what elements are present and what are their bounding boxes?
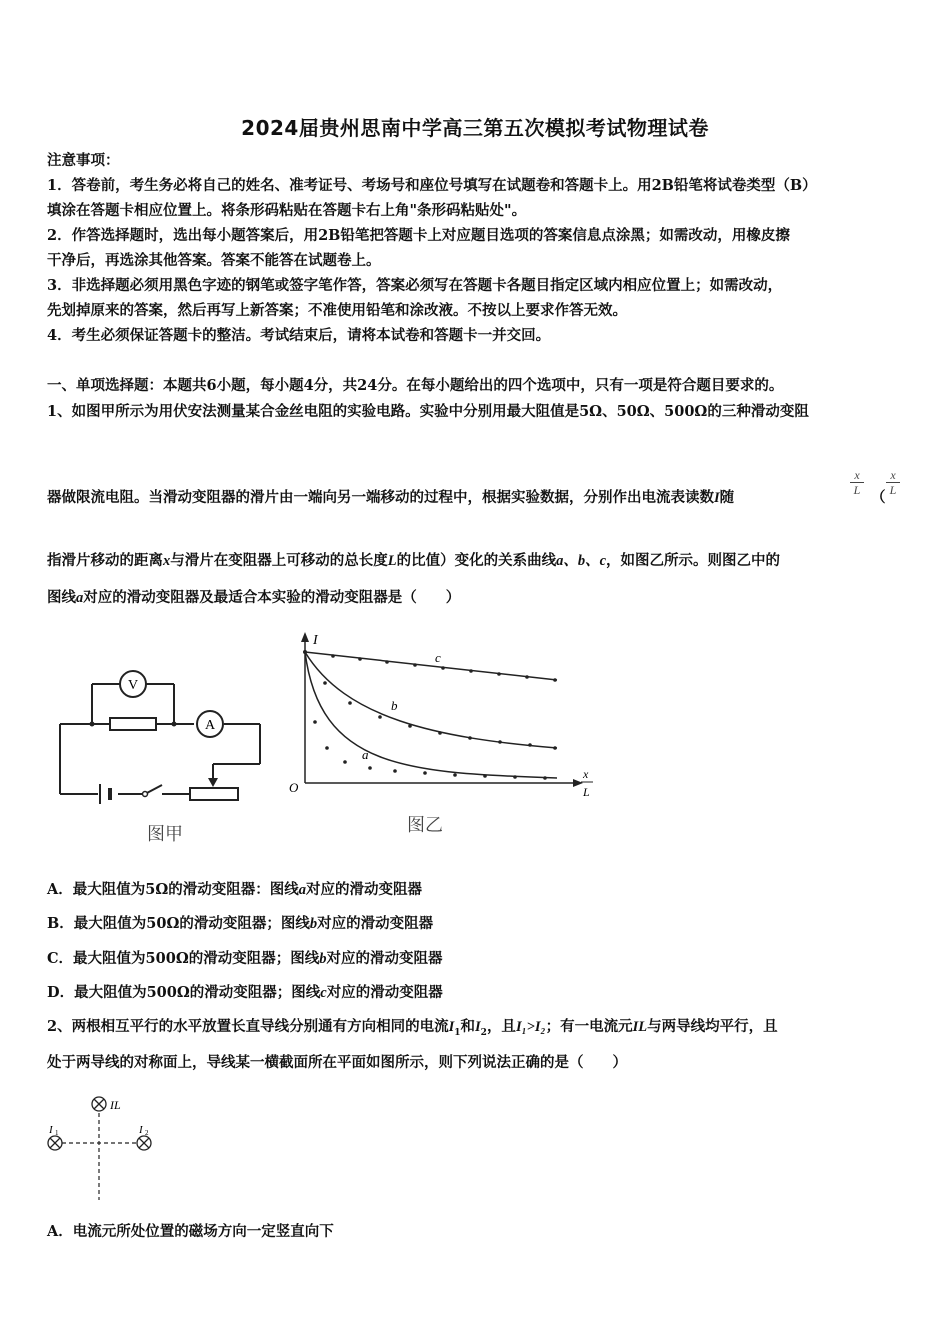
curve-a-label: a: [362, 747, 369, 762]
rheostat: [190, 788, 238, 800]
q2-line-2: 处于两导线的对称面上，导线某一横截面所在平面如图所示，则下列说法正确的是（ ）: [47, 1054, 627, 1071]
notice-line-3: 2．作答选择题时，选出每小题答案后，用2B铅笔把答题卡上对应题目选项的答案信息点涂黑；如需改动，用橡皮擦: [47, 227, 790, 244]
notice-line-7: 4．考生必须保证答题卡的整洁。考试结束后，请将本试卷和答题卡一并交回。: [47, 327, 551, 344]
notice-line-5: 3．非选择题必须用黑色字迹的钢笔或签字笔作答，答案必须写在答题卡各题目指定区域内相应位置上；如需改动，: [47, 277, 783, 294]
section-heading: 一、单项选择题：本题共6小题，每小题4分，共24分。在每小题给出的四个选项中，只有一项是符合题目要求的。: [47, 377, 784, 394]
q1-option-c: C．最大阻值为500Ω的滑动变阻器；图线b对应的滑动变阻器: [47, 950, 443, 967]
curve-c-label: c: [435, 650, 441, 665]
figure-a-caption: 图甲: [147, 824, 183, 845]
curve-points: [303, 650, 557, 780]
svg-text:1: 1: [55, 1129, 59, 1137]
slider-arrow: [208, 778, 218, 787]
notice-heading: 注意事项：: [47, 152, 120, 169]
origin-label: O: [289, 780, 299, 795]
y-axis-arrow: [301, 632, 309, 642]
q1-option-a: A．最大阻值为5Ω的滑动变阻器：图线a对应的滑动变阻器: [47, 881, 423, 898]
x-axis-label-num: x: [583, 767, 589, 781]
wire-2-label: I: [139, 1124, 143, 1136]
ammeter-label: A: [204, 718, 216, 733]
resistor-wire: [110, 718, 156, 730]
circuit-figure: [50, 660, 280, 850]
notice-line-2: 填涂在答题卡相应位置上。将条形码粘贴在答题卡右上角"条形码粘贴处"。: [47, 202, 527, 219]
voltmeter-label: V: [127, 678, 139, 693]
x-axis-arrow: [573, 779, 583, 787]
q1-option-d: D．最大阻值为500Ω的滑动变阻器；图线c对应的滑动变阻器: [47, 984, 443, 1001]
y-axis-label: I: [313, 633, 318, 648]
fraction-x-over-L-2: $\frac{x}{L}$: [886, 468, 900, 497]
page-title: 2024届贵州思南中学高三第五次模拟考试物理试卷: [241, 116, 709, 140]
notice-line-6: 先划掉原来的答案，然后再写上新答案；不准使用铅笔和涂改液。不按以上要求作答无效。: [47, 302, 627, 319]
q1-option-b: B．最大阻值为50Ω的滑动变阻器；图线b对应的滑动变阻器: [47, 915, 434, 932]
q2-option-a: A．电流元所处位置的磁场方向一定竖直向下: [47, 1223, 334, 1240]
figure-b-caption: 图乙: [407, 815, 443, 836]
q1-line-1: 1、如图甲所示为用伏安法测量某合金丝电阻的实验电路。实验中分别用最大阻值是5Ω、50Ω、500Ω的三种滑动变阻: [47, 403, 809, 420]
q1-line-4: 图线a对应的滑动变阻器及最适合本实验的滑动变阻器是（ ）: [47, 589, 461, 606]
notice-line-1: 1．答卷前，考生务必将自己的姓名、准考证号、考场号和座位号填写在试题卷和答题卡上。用2B铅笔将试卷类型（B）: [47, 177, 817, 194]
curve-a: [305, 652, 557, 778]
curve-c: [305, 652, 557, 680]
curve-b-label: b: [391, 698, 398, 713]
wire-1-label: I: [49, 1124, 53, 1136]
graph-figure: [285, 628, 605, 843]
fraction-x-over-L: $\frac{x}{L}$: [850, 468, 864, 497]
x-axis-label-den: L: [583, 785, 590, 799]
q1-line-3: 指滑片移动的距离x与滑片在变阻器上可移动的总长度L的比值）变化的关系曲线a、b、c，如图乙所示。则图乙中的: [47, 552, 781, 569]
current-element-label: IL: [110, 1098, 121, 1112]
var-I: I: [714, 490, 720, 506]
notice-line-4: 干净后，再选涂其他答案。答案不能答在试题卷上。: [47, 252, 381, 269]
svg-text:2: 2: [145, 1129, 149, 1137]
wires-figure: [40, 1090, 180, 1205]
q2-line-1: 2、两根相互平行的水平放置长直导线分别通有方向相同的电流$I_1$和$I_2$，且I₁>I₂；有一电流元IL与两导线均平行，且: [47, 1018, 778, 1038]
open-paren: （: [871, 489, 886, 506]
q1-line-2: 器做限流电阻。当滑动变阻器的滑片由一端向另一端移动的过程中，根据实验数据，分别作出电流表读数I随: [47, 489, 735, 506]
